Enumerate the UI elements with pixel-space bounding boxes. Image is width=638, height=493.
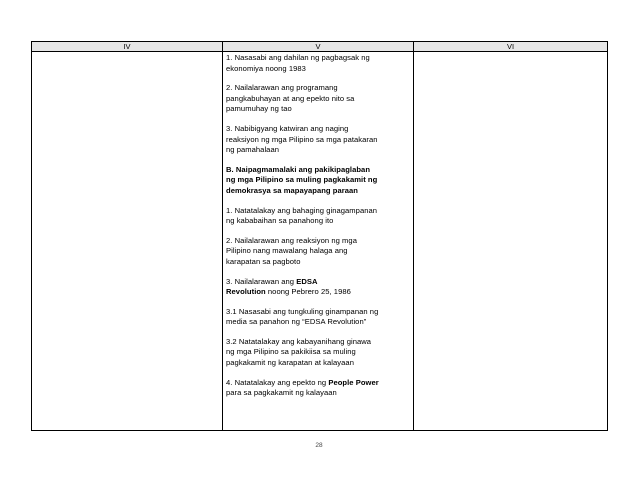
objective-b4: 4. Natatalakay ang epekto ng People Power para sa pagkakamit ng kalayaan xyxy=(226,377,379,398)
column-header-vi: VI xyxy=(414,42,608,52)
objective-b3-1: 3.1 Nasasabi ang tungkuling ginampanan ng media sa panahon ng “EDSA Revolution” xyxy=(226,306,379,327)
column-header-v: V xyxy=(223,42,414,52)
column-header-iv: IV xyxy=(32,42,223,52)
objective-1: 1. Nasasabi ang dahilan ng pagbagsak ng ekonomiya noong 1983 xyxy=(226,53,370,73)
objective-b3: 3. Nailalarawan ang EDSA Revolution noong Pebrero 25, 1986 xyxy=(226,276,351,297)
column-vi-cell xyxy=(414,52,608,431)
objective-2: 2. Nailalarawan ang programang pangkabuhayan at ang epekto nito sa pamumuhay ng tao xyxy=(226,83,355,114)
objective-b2: 2. Nailalarawan ang reaksiyon ng mga Pilipino nang mawalang halaga ang karapatan sa pagboto xyxy=(226,235,357,266)
objective-3: 3. Nabibigyang katwiran ang naging reaksiyon ng mga Pilipino sa mga patakaran ng pamahalaan xyxy=(226,123,378,155)
table-row xyxy=(32,52,608,431)
column-v-cell xyxy=(223,52,414,431)
page-number: 28 xyxy=(315,442,323,449)
column-iv-cell xyxy=(32,52,223,431)
competency-table xyxy=(31,41,608,431)
section-b-heading: B. Naipagmamalaki ang pakikipaglaban ng mga Pilipino sa muling pagkakamit ng demokrasya sa mapayapang paraan xyxy=(226,164,378,195)
table-header-row xyxy=(32,42,608,52)
objective-b1: 1. Natatalakay ang bahaging ginagampanan ng kababaihan sa panahong ito xyxy=(226,205,378,226)
objective-b3-2: 3.2 Natatalakay ang kabayanihang ginawa ng mga Pilipino sa pakikiisa sa muling pagkakamit ng karapatan at kalayaan xyxy=(226,336,372,368)
